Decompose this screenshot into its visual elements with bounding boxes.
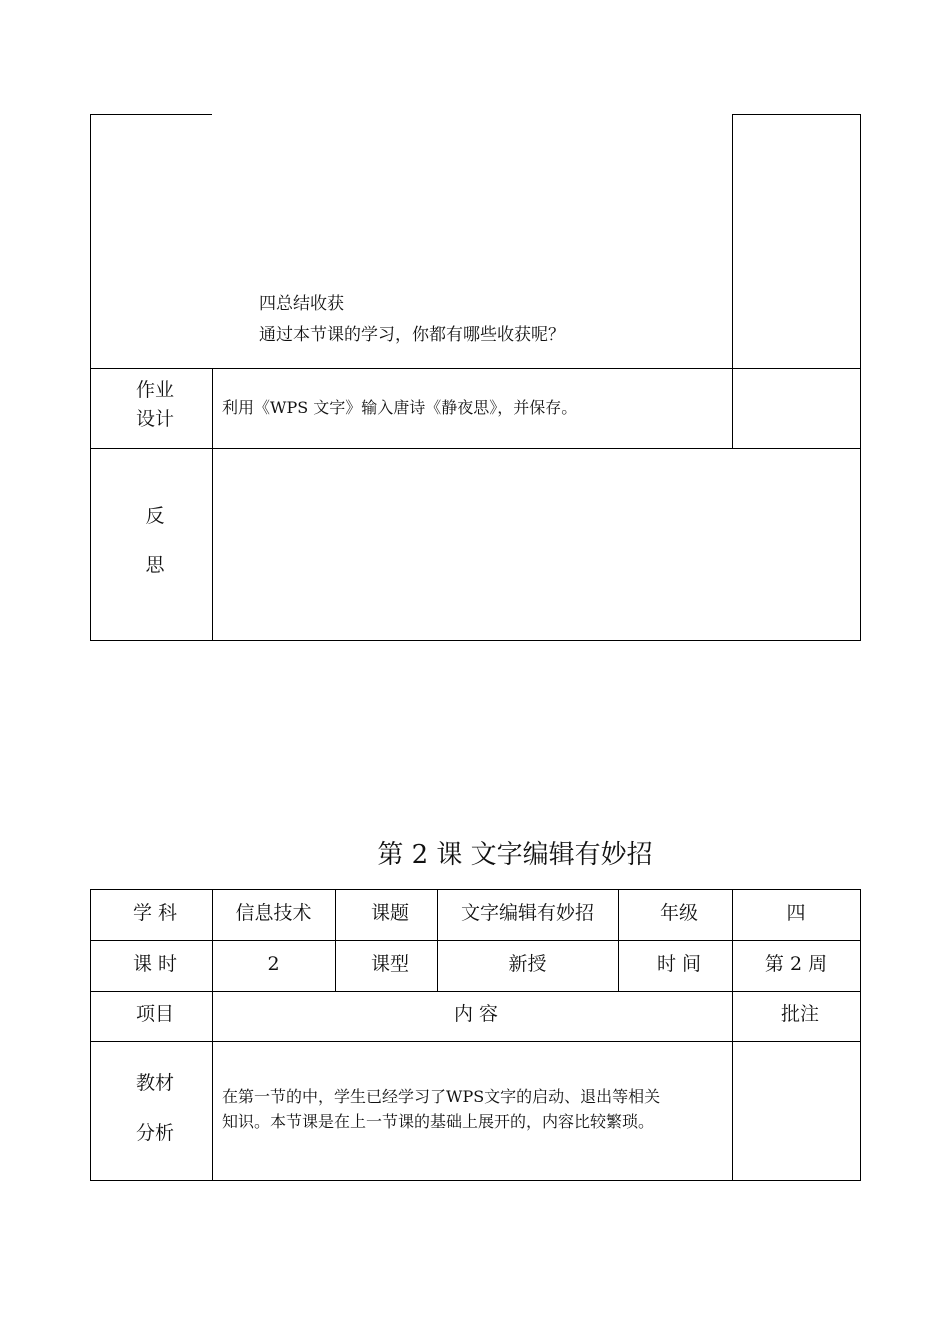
material-analysis-line1: 在第一节的中，学生已经学习了WPS文字的启动、退出等相关	[222, 1087, 661, 1106]
material-analysis-line2: 知识。本节课是在上一节课的基础上展开的，内容比较繁琐。	[222, 1112, 655, 1131]
table-border	[732, 114, 733, 449]
reflection-label-line1: 反	[145, 505, 165, 527]
summary-question: 通过本节课的学习，你都有哪些收获呢？	[259, 325, 565, 345]
table-border	[732, 114, 861, 115]
type-label: 课型	[370, 953, 409, 975]
period-value: 2	[267, 953, 280, 975]
topic-value: 文字编辑有妙招	[460, 902, 594, 924]
time-label: 时 间	[656, 953, 702, 975]
content-header: 内 容	[453, 1003, 499, 1025]
table-border	[90, 1180, 861, 1181]
table-border	[90, 368, 861, 369]
grade-label: 年级	[659, 902, 698, 924]
table-border	[90, 1041, 861, 1042]
type-value: 新授	[508, 953, 547, 975]
note-header: 批注	[780, 1003, 819, 1025]
period-label: 课 时	[132, 953, 178, 975]
table-border	[90, 940, 861, 941]
material-label-line1: 教材	[135, 1072, 174, 1094]
summary-heading: 四总结收获	[259, 294, 344, 314]
table-border	[860, 889, 861, 1181]
table-border	[90, 448, 861, 449]
table-border	[732, 889, 733, 1181]
table-border	[90, 114, 212, 115]
table-border	[860, 114, 861, 641]
subject-label: 学 科	[132, 902, 178, 924]
subject-value: 信息技术	[235, 902, 312, 924]
grade-value: 四	[786, 902, 806, 924]
lesson-title: 第 2 课 文字编辑有妙招	[377, 840, 653, 870]
table-border	[90, 889, 861, 890]
table-border	[90, 991, 861, 992]
homework-content: 利用《WPS 文字》输入唐诗《静夜思》，并保存。	[222, 398, 578, 417]
topic-label: 课题	[370, 902, 409, 924]
material-label-line2: 分析	[135, 1122, 174, 1144]
reflection-label-line2: 思	[145, 554, 165, 576]
homework-label-line2: 设计	[135, 408, 174, 430]
time-value: 第 2 周	[764, 953, 828, 975]
table-border	[90, 640, 861, 641]
item-header: 项目	[135, 1003, 174, 1025]
homework-label-line1: 作业	[135, 379, 174, 401]
